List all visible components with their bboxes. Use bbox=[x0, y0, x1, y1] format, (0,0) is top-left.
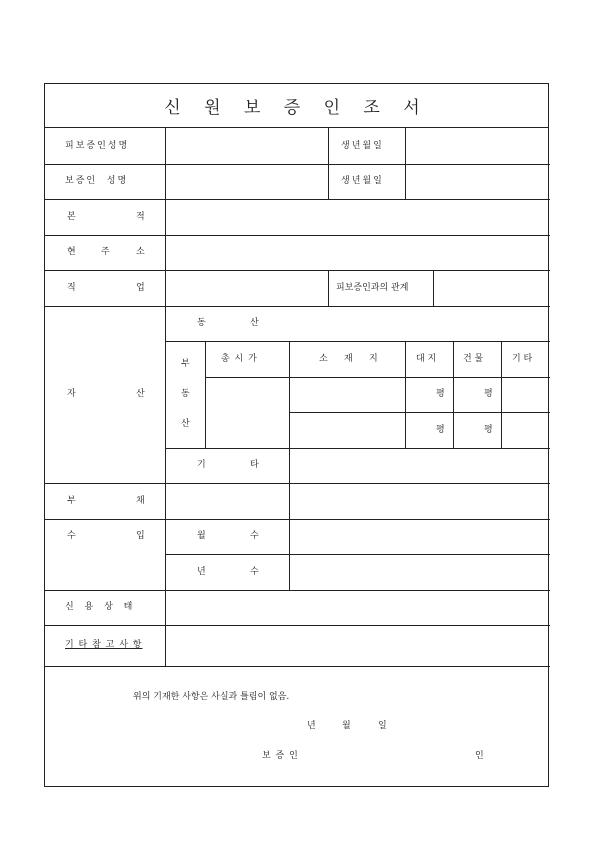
income-label: 수 bbox=[67, 531, 76, 541]
relation-label: 피보증인과의 관계 bbox=[336, 283, 409, 293]
address-label: 주 bbox=[101, 247, 110, 257]
row-line bbox=[289, 412, 550, 413]
birthdate-label: 생년월일 bbox=[341, 141, 384, 151]
total-value-header: 총 시 가 bbox=[221, 354, 258, 364]
address-label: 현 bbox=[67, 247, 76, 257]
movable-label: 산 bbox=[250, 318, 259, 328]
col-line bbox=[328, 128, 329, 199]
row-line bbox=[45, 483, 550, 484]
yearly-income-label: 수 bbox=[250, 567, 259, 577]
col-line bbox=[405, 341, 406, 448]
domicile-label: 적 bbox=[136, 212, 145, 222]
col-line bbox=[289, 483, 290, 590]
row-line bbox=[45, 235, 550, 236]
income-label: 입 bbox=[136, 531, 145, 541]
building-unit: 평 bbox=[484, 389, 493, 399]
yearly-income-label: 년 bbox=[197, 567, 206, 577]
job-label: 업 bbox=[136, 283, 145, 293]
land-unit: 평 bbox=[436, 425, 445, 435]
assets-label: 자 bbox=[67, 389, 76, 399]
row-line bbox=[45, 666, 550, 667]
credit-label: 신 용 상 태 bbox=[65, 602, 137, 612]
location-header: 소 bbox=[319, 354, 328, 364]
form-title: 신 원 보 증 인 조 서 bbox=[45, 84, 548, 128]
remarks-label: 기 타 참 고 사 항 bbox=[65, 640, 143, 650]
row-line bbox=[45, 590, 550, 591]
building-unit: 평 bbox=[484, 425, 493, 435]
location-header: 지 bbox=[369, 354, 378, 364]
location-header: 재 bbox=[344, 354, 353, 364]
row-line bbox=[45, 164, 550, 165]
realestate-label: 산 bbox=[181, 419, 190, 429]
land-header: 대 지 bbox=[416, 354, 437, 364]
col-line bbox=[165, 128, 166, 666]
birthdate-label-2: 생년월일 bbox=[341, 176, 384, 186]
other-header: 기 타 bbox=[512, 354, 533, 364]
statement-text: 위의 기재한 사항은 사실과 틀림이 없음. bbox=[133, 692, 290, 702]
col-line bbox=[405, 128, 406, 199]
row-line bbox=[45, 625, 550, 626]
row-line bbox=[165, 554, 550, 555]
monthly-income-label: 수 bbox=[250, 531, 259, 541]
debt-label: 부 bbox=[67, 496, 76, 506]
col-line bbox=[501, 341, 502, 448]
date-day: 일 bbox=[378, 721, 387, 731]
date-year: 년 bbox=[307, 721, 316, 731]
movable-label: 동 bbox=[197, 318, 206, 328]
row-line bbox=[45, 306, 550, 307]
row-line bbox=[45, 199, 550, 200]
other-asset-label: 타 bbox=[250, 460, 259, 470]
col-line bbox=[453, 341, 454, 448]
address-label: 소 bbox=[136, 247, 145, 257]
job-label: 직 bbox=[67, 283, 76, 293]
domicile-label: 본 bbox=[67, 212, 76, 222]
seal-label: 인 bbox=[475, 751, 484, 761]
other-asset-label: 기 bbox=[197, 460, 206, 470]
col-line bbox=[328, 270, 329, 306]
realestate-label: 부 bbox=[181, 359, 190, 369]
row-line bbox=[165, 448, 550, 449]
guaranteed-name-label: 피보증인성명 bbox=[65, 141, 130, 151]
debt-label: 채 bbox=[136, 496, 145, 506]
row-line bbox=[165, 341, 550, 342]
row-line bbox=[205, 377, 550, 378]
assets-label: 산 bbox=[136, 389, 145, 399]
signer-label: 보 증 인 bbox=[262, 751, 299, 761]
col-line bbox=[433, 270, 434, 306]
col-line bbox=[205, 341, 206, 448]
guarantor-form bbox=[44, 83, 549, 787]
building-header: 건 물 bbox=[463, 354, 484, 364]
land-unit: 평 bbox=[436, 389, 445, 399]
realestate-label: 동 bbox=[181, 389, 190, 399]
monthly-income-label: 월 bbox=[197, 531, 206, 541]
row-line bbox=[45, 270, 550, 271]
date-month: 월 bbox=[342, 721, 351, 731]
guarantor-name-label: 보증인 성명 bbox=[65, 176, 129, 186]
row-line bbox=[45, 519, 550, 520]
